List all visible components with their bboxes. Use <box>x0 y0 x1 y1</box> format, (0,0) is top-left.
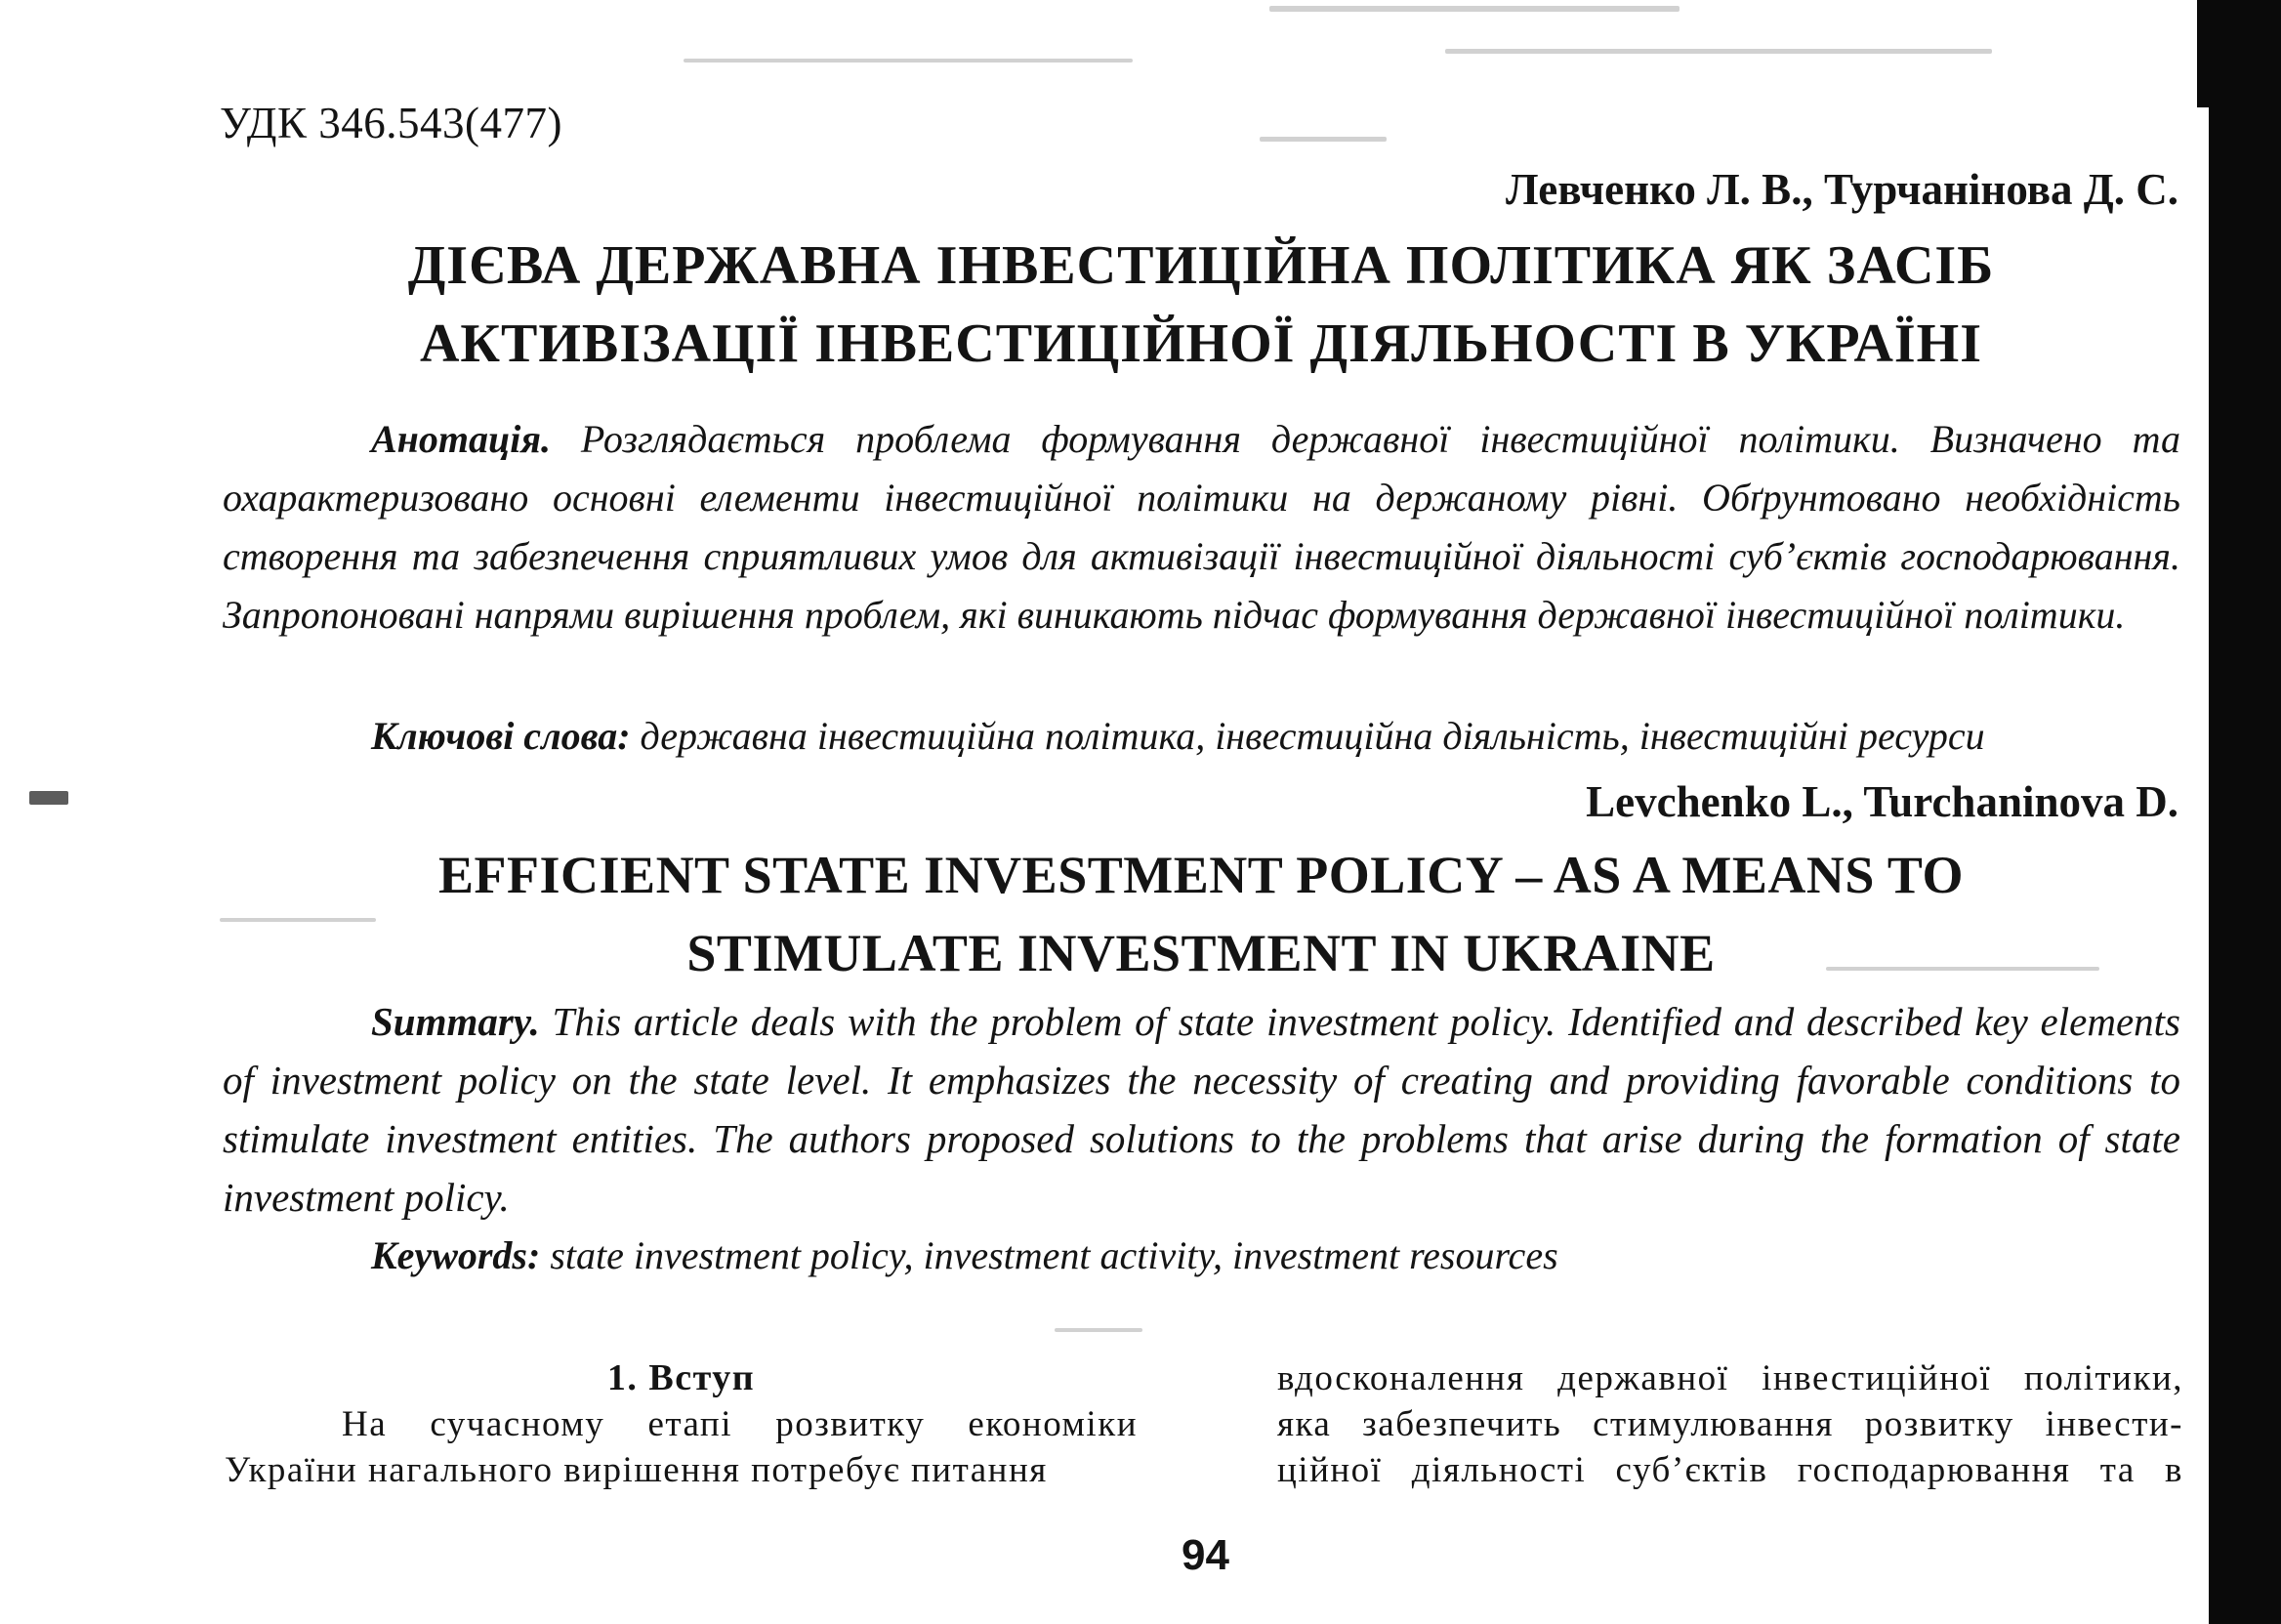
body-line: ційної діяльності суб’єктів господарювання та в <box>1277 1450 2183 1490</box>
udk-code: УДК 346.543(477) <box>220 99 562 147</box>
keywords-ukrainian <box>371 713 1985 759</box>
abstract-english <box>223 992 2180 1227</box>
keywords-english <box>371 1232 1558 1278</box>
abstract-ukrainian <box>223 410 2180 645</box>
keywords-ukrainian-label: Ключові слова: <box>371 714 631 758</box>
title-ukrainian-line-2: АКТИВІЗАЦІЇ ІНВЕСТИЦІЙНОЇ ДІЯЛЬНОСТІ В УКРАЇНІ <box>419 313 1983 374</box>
keywords-english-label: Keywords: <box>371 1233 541 1277</box>
title-english <box>220 836 2182 992</box>
title-ukrainian-line-1: ДІЄВА ДЕРЖАВНА ІНВЕСТИЦІЙНА ПОЛІТИКА ЯК ЗАСІБ <box>407 235 1995 296</box>
scan-speck <box>1445 49 1992 54</box>
scan-border-top <box>2197 0 2217 107</box>
abstract-ukrainian-text: Розглядається проблема формування державної інвестиційної політики. Визначено та охарактеризовано основні елементи інвестиційної політики на держаному рівні. Обґрунтовано необхідність створення та забезпечення сприятливих умов для активізації інвестиційної діяльності суб’єктів господарювання. Запропоновані напрями вирішення проблем, які виникають підчас формування державної інвестиційної політики. <box>223 417 2180 637</box>
authors-ukrainian: Левченко Л. В., Турчанінова Д. С. <box>1506 165 2178 214</box>
scan-border <box>2209 0 2281 1624</box>
authors-english: Levchenko L., Turchaninova D. <box>1586 777 2178 826</box>
title-ukrainian <box>220 227 2182 383</box>
body-line: яка забезпечить стимулювання розвитку інвести- <box>1277 1404 2183 1444</box>
body-line: вдосконалення державної інвестиційної політики, <box>1277 1358 2183 1398</box>
keywords-english-text: state investment policy, investment activity, investment resources <box>540 1233 1558 1277</box>
abstract-english-label: Summary. <box>371 999 540 1044</box>
title-english-line-1: EFFICIENT STATE INVESTMENT POLICY – AS A MEANS TO <box>438 846 1964 904</box>
abstract-english-text: This article deals with the problem of state investment policy. Identified and described key elements of investment policy on the state level. It emphasizes the necessity of creating and providing favorable conditions to stimulate investment entities. The authors proposed solutions to the problems that arise during the formation of state investment policy. <box>223 999 2180 1220</box>
scan-speck <box>684 59 1133 62</box>
scan-speck <box>1269 6 1680 12</box>
scan-speck <box>29 791 68 805</box>
scan-speck <box>1260 137 1387 142</box>
keywords-ukrainian-text: державна інвестиційна політика, інвестиційна діяльність, інвестиційні ресурси <box>630 714 1985 758</box>
body-column-left <box>225 1355 1138 1493</box>
section-heading: 1. Вступ <box>606 1357 756 1398</box>
title-english-line-2: STIMULATE INVESTMENT IN UKRAINE <box>686 924 1716 982</box>
scan-speck <box>1055 1328 1142 1332</box>
abstract-ukrainian-label: Анотація. <box>371 417 551 461</box>
body-column-right <box>1277 1355 2183 1493</box>
page-number: 94 <box>1182 1531 1229 1579</box>
body-paragraph: На сучасному етапі розвитку економіки України нагального вирішення потребує питання <box>225 1404 1138 1490</box>
